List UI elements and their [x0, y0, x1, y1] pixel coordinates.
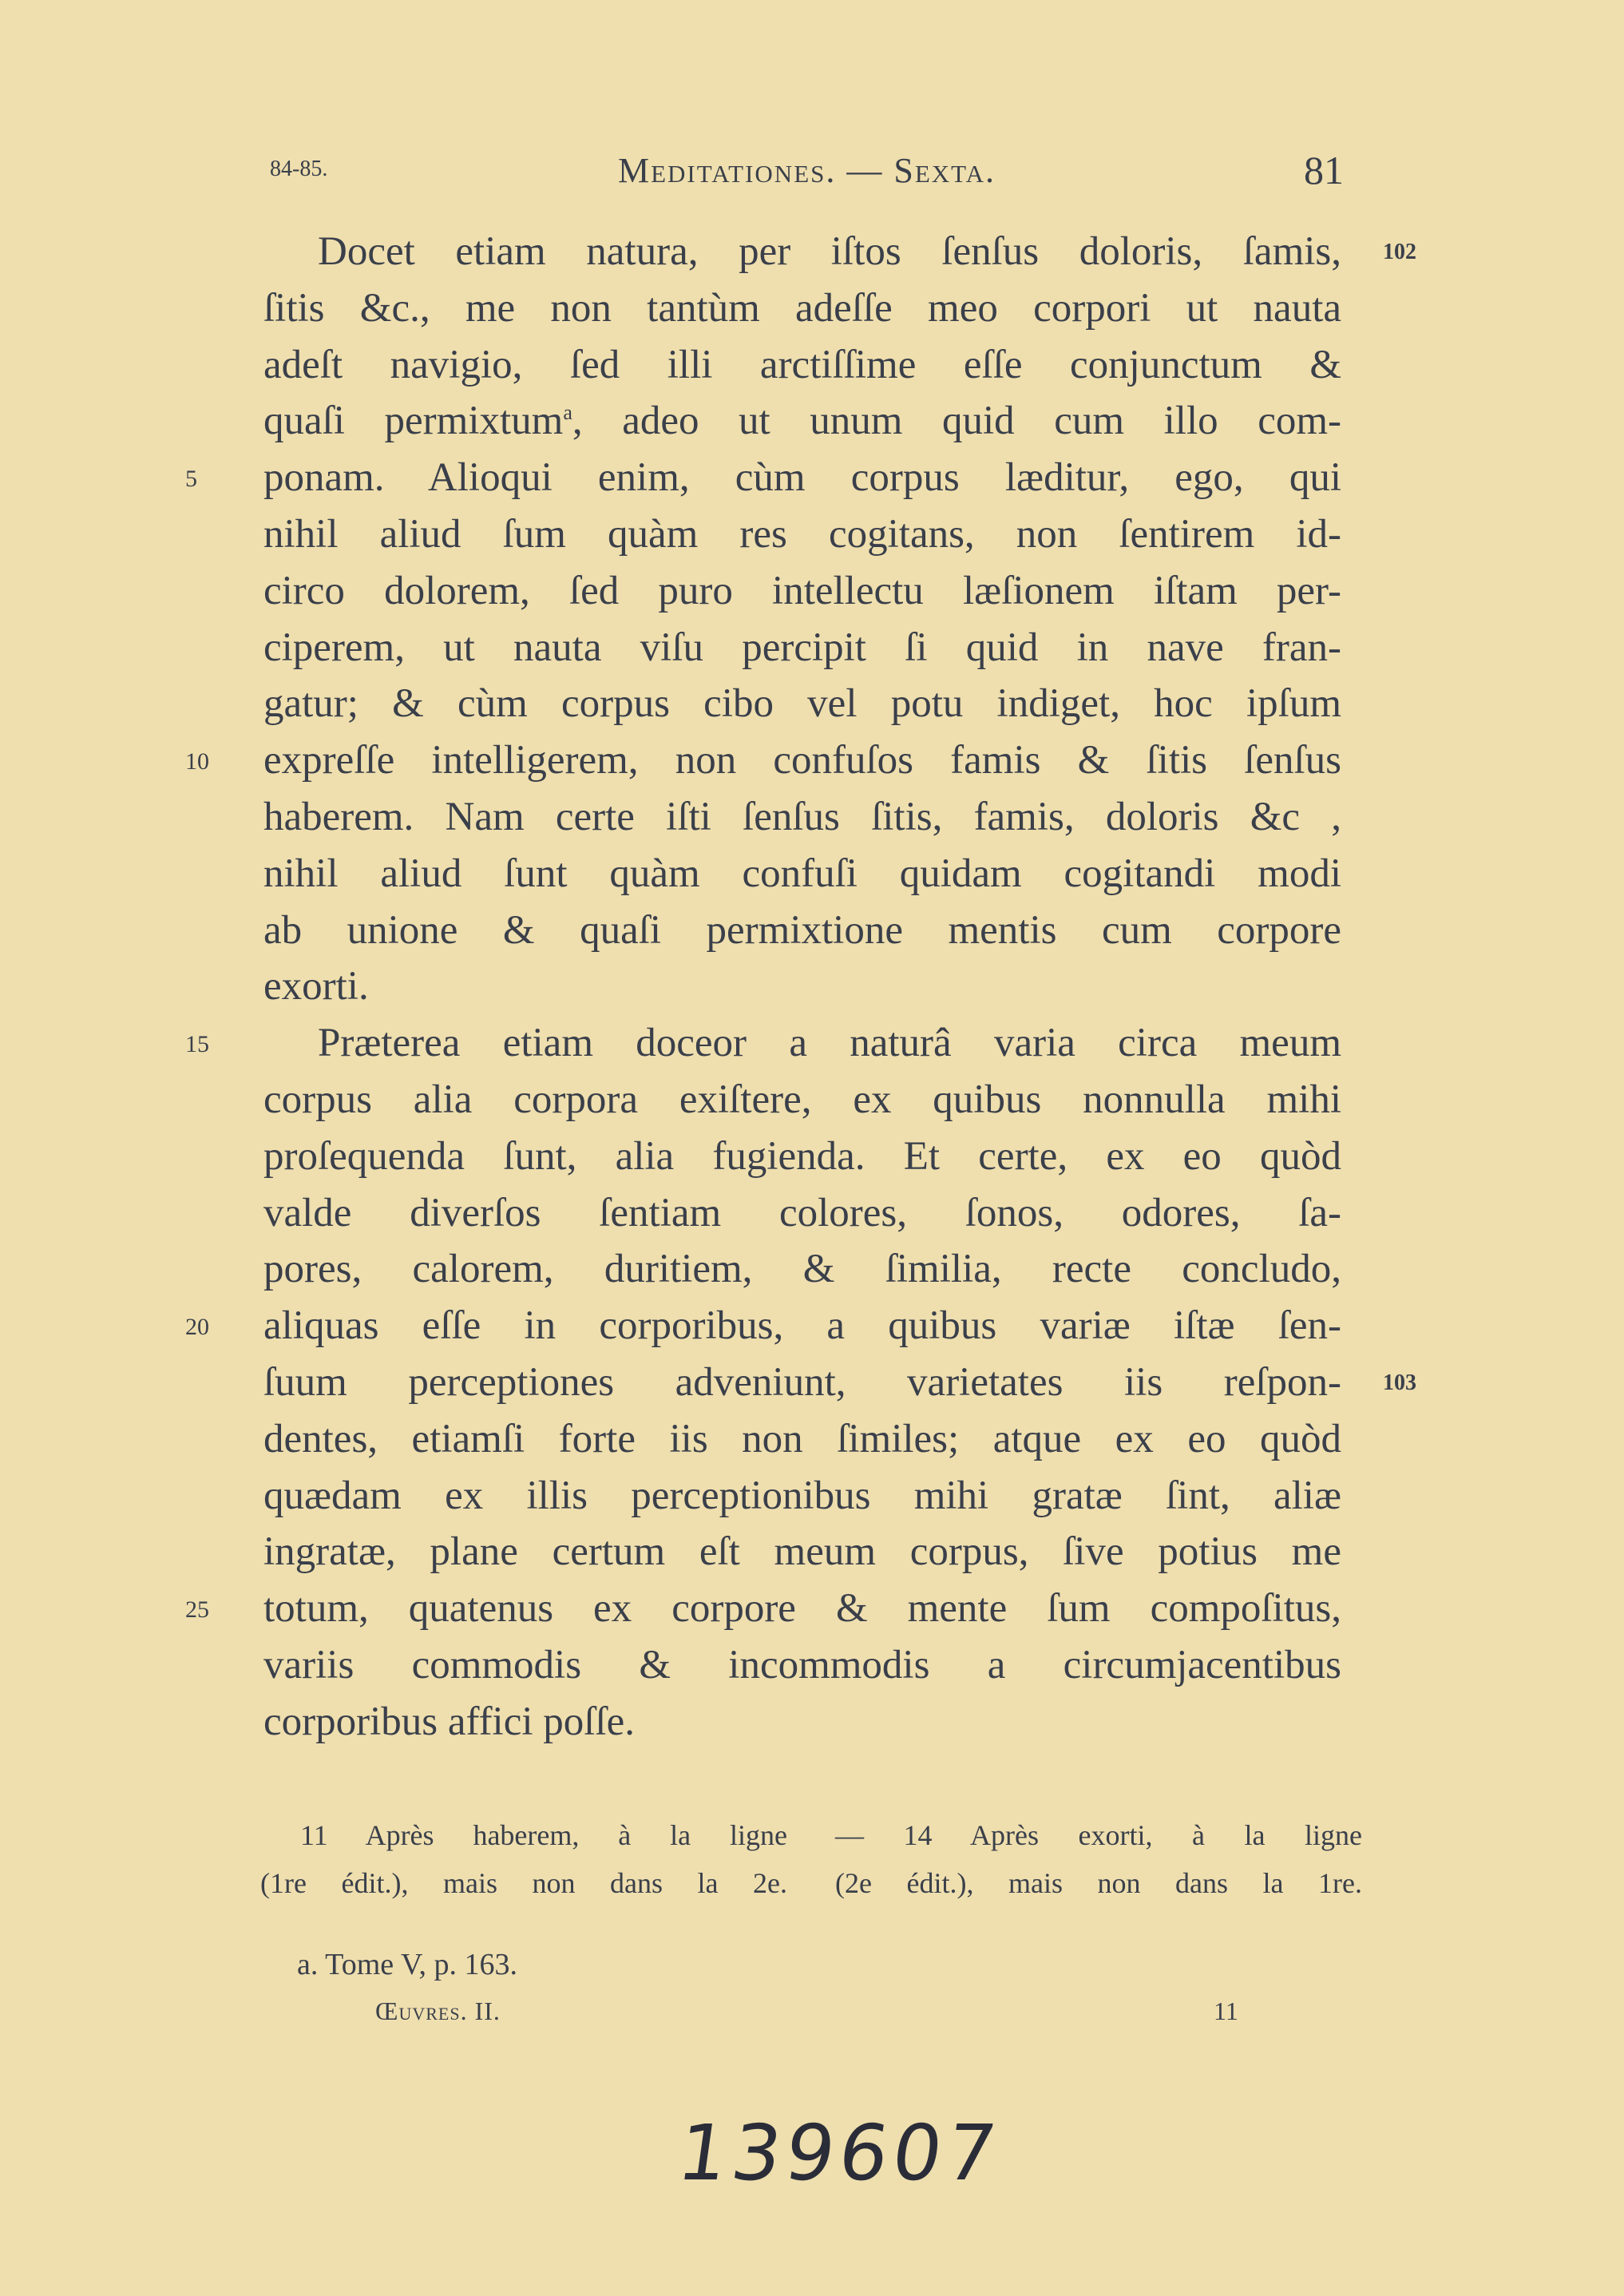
text-line — [263, 1128, 1341, 1185]
text-line — [263, 1354, 1341, 1411]
text-line — [263, 1015, 1341, 1072]
text-line — [263, 450, 1341, 506]
text-line-content: ab unione & quaſi permixtione mentis cum corpore — [263, 907, 1341, 953]
line-number: 15 — [185, 1031, 209, 1058]
text-line-content: , adeo ut unum quid cum illo com- — [572, 399, 1341, 444]
text-line — [263, 1298, 1341, 1354]
text-line-content: nihil aliud ſum quàm res cogitans, non ſentirem id- — [263, 511, 1341, 557]
text-line — [263, 958, 1341, 1015]
text-line — [263, 1468, 1341, 1525]
text-line — [263, 1524, 1341, 1580]
text-line — [263, 902, 1341, 959]
text-line-content: haberem. Nam certe iſti ſenſus ſitis, famis, doloris &c , — [263, 794, 1341, 839]
page-number: 81 — [1304, 148, 1344, 192]
page-range: 84-85. — [270, 157, 328, 181]
text-line — [263, 280, 1341, 337]
text-line-content: quædam ex illis perceptionibus mihi gratæ ſint, aliæ — [263, 1473, 1341, 1518]
line-number: 10 — [185, 748, 209, 775]
text-line-content: gatur; & cùm corpus cibo vel potu indiget, hoc ipſum — [263, 681, 1341, 727]
text-line-content: aliquas eſſe in corporibus, a quibus variæ iſtæ ſen- — [263, 1303, 1341, 1349]
text-line — [263, 393, 1341, 450]
text-line-content: quaſi permixtum — [263, 399, 564, 444]
text-line-content: corpus alia corpora exiſtere, ex quibus nonnulla mihi — [263, 1077, 1341, 1122]
text-line-content: adeſt navigio, ſed illi arctiſſime eſſe conjunctum & — [263, 342, 1341, 387]
variant-note-right — [835, 1811, 1362, 1907]
text-line-content: expreſſe intelligerem, non confuſos famis & ſitis ſenſus — [263, 738, 1341, 783]
text-line-content: exorti. — [263, 964, 369, 1009]
signature-mark: Œuvres. II. — [375, 1997, 501, 2025]
signature-number: 11 — [1214, 1997, 1238, 2025]
text-line — [263, 1241, 1341, 1298]
text-line-content: proſequenda ſunt, alia fugienda. Et certe, ex eo quòd — [263, 1133, 1341, 1179]
edition-page-number: 103 — [1383, 1370, 1416, 1395]
text-line — [263, 732, 1341, 789]
text-line — [263, 224, 1341, 280]
text-line-content: ponam. Alioqui enim, cùm corpus læditur, ego, qui — [263, 455, 1341, 501]
variant-note-line: (2e édit.), mais non dans la 1re. — [835, 1867, 1362, 1899]
text-line-content: circo dolorem, ſed puro intellectu læſionem iſtam per- — [263, 568, 1341, 613]
text-line-content: ſitis &c., me non tantùm adeſſe meo corpori ut nauta — [263, 285, 1341, 331]
running-header — [270, 150, 1344, 198]
text-line — [263, 1072, 1341, 1128]
text-line-content: Docet etiam natura, per iſtos ſenſus doloris, ſamis, — [318, 229, 1341, 274]
text-line — [263, 1694, 1341, 1751]
variant-note-line: (1re édit.), mais non dans la 2e. — [260, 1867, 787, 1899]
text-line — [263, 1185, 1341, 1242]
footnote: a. Tome V, p. 163. — [297, 1948, 518, 1981]
text-line — [263, 846, 1341, 902]
text-line — [263, 1637, 1341, 1694]
text-line-content: totum, quatenus ex corpore & mente ſum compoſitus, — [263, 1586, 1341, 1632]
text-line — [263, 789, 1341, 846]
text-line-content: pores, calorem, duritiem, & ſimilia, recte concludo, — [263, 1247, 1341, 1292]
variant-note-left — [260, 1811, 787, 1907]
text-line-content: corporibus affici poſſe. — [263, 1699, 636, 1744]
text-line — [263, 1411, 1341, 1468]
text-line-content: ſuum perceptiones adveniunt, varietates iis reſpon- — [263, 1359, 1341, 1405]
line-number: 25 — [185, 1596, 209, 1624]
text-line-content: dentes, etiamſi forte iis non ſimiles; atque ex eo quòd — [263, 1416, 1341, 1461]
footnote-ref: a — [563, 401, 572, 425]
text-line — [263, 337, 1341, 394]
text-line-content: variis commodis & incommodis a circumjacentibus — [263, 1642, 1341, 1687]
variant-note-line: 11 Après haberem, à la ligne — [300, 1819, 787, 1851]
main-text — [263, 224, 1341, 1751]
line-number: 20 — [185, 1314, 209, 1341]
handwritten-number: 139607 — [672, 2108, 1007, 2198]
text-line-content: nihil aliud ſunt quàm confuſi quidam cogitandi modi — [263, 851, 1341, 896]
edition-page-number: 102 — [1383, 240, 1416, 264]
text-line-content: valde diverſos ſentiam colores, ſonos, odores, ſa- — [263, 1190, 1341, 1235]
variant-note-line: — 14 Après exorti, à la ligne — [835, 1819, 1362, 1851]
text-line-content: ingratæ, plane certum eſt meum corpus, ſive potius me — [263, 1529, 1341, 1575]
text-line — [263, 1580, 1341, 1637]
text-line — [263, 563, 1341, 620]
text-line-content: ciperem, ut nauta viſu percipit ſi quid in nave fran- — [263, 625, 1341, 670]
text-line — [263, 676, 1341, 732]
running-title: Meditationes. — Sexta. — [617, 151, 996, 190]
text-line — [263, 506, 1341, 563]
text-line-content: Præterea etiam doceor a naturâ varia circa meum — [318, 1021, 1341, 1066]
text-line — [263, 620, 1341, 676]
line-number: 5 — [185, 466, 197, 493]
